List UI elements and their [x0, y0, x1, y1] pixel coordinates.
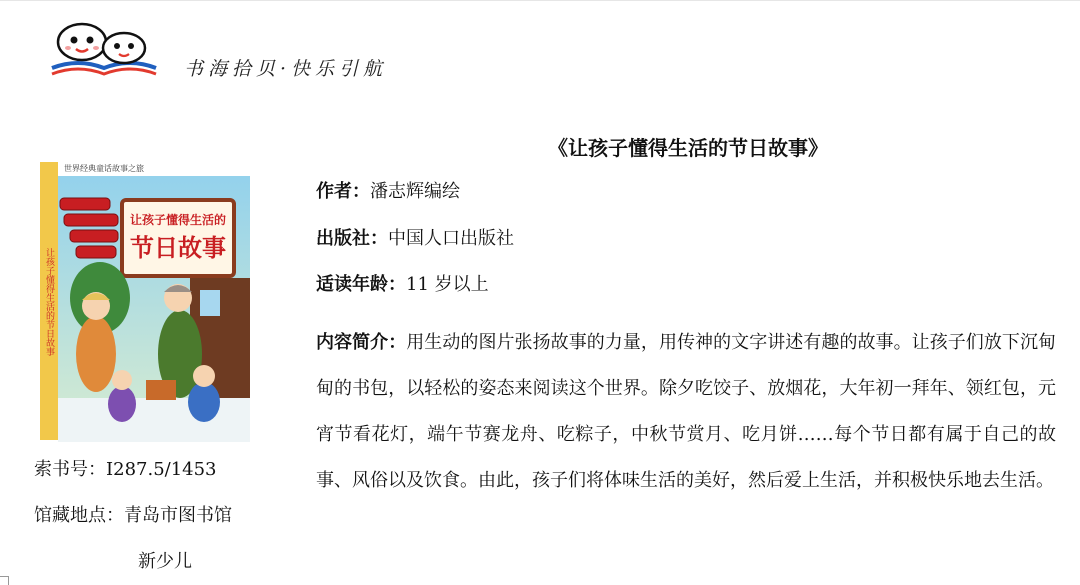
slogan: 书海拾贝·快乐引航 [184, 58, 388, 80]
header-rule [0, 0, 1080, 1]
location-value-1: 青岛市图书馆 [124, 505, 232, 526]
call-number-line [34, 458, 217, 482]
book-cover-image [40, 158, 250, 442]
library-logo-icon [48, 18, 160, 80]
age-value: 11 岁以上 [406, 274, 489, 295]
publisher-line [316, 227, 514, 251]
publisher-value: 中国人口出版社 [388, 228, 514, 249]
call-number-value: I287.5/1453 [106, 459, 217, 480]
age-label: 适读年龄： [316, 274, 406, 295]
cover-series-text: 世界经典童话故事之旅 [64, 164, 144, 173]
cover-title-line1: 让孩子懂得生活的 [129, 213, 227, 227]
author-label: 作者： [316, 181, 370, 202]
location-line [34, 504, 232, 528]
author-line [316, 180, 460, 204]
author-value: 潘志辉编绘 [370, 181, 460, 202]
location-label: 馆藏地点： [34, 505, 124, 526]
summary-text: 用生动的图片张扬故事的力量，用传神的文字讲述有趣的故事。让孩子们放下沉甸甸的书包，以轻松的姿态来阅读这个世界。除夕吃饺子、放烟花，大年初一拜年、领红包，元宵节看花灯，端午节赛龙舟、吃粽子，中秋节赏月、吃月饼……每个节日都有属于自己的故事、风俗以及饮食。由此，孩子们将体味生活的美好，然后爱上生活，并积极快乐地去生活。 [316, 332, 1056, 491]
publisher-label: 出版社： [316, 228, 388, 249]
age-line [316, 273, 489, 297]
location-line-2: 新少儿 [138, 551, 192, 572]
call-number-label: 索书号： [34, 459, 106, 480]
summary-label: 内容简介： [316, 332, 407, 353]
summary-paragraph [316, 320, 1056, 504]
cover-spine-text: 让孩子懂得生活的节日故事 [44, 248, 54, 356]
book-title: 《让孩子懂得生活的节日故事》 [548, 136, 828, 160]
cover-title-line2: 节日故事 [130, 233, 226, 262]
